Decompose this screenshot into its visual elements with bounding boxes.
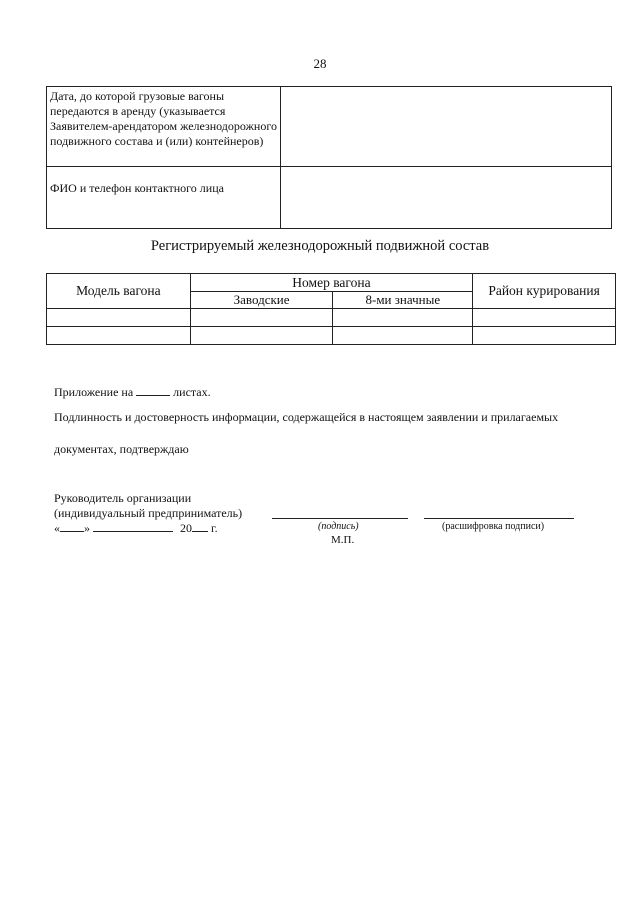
- month-blank: [93, 521, 173, 532]
- table-row: [47, 309, 616, 327]
- table-cell: [190, 309, 333, 327]
- table-cell: [47, 327, 191, 345]
- lease-date-label: Дата, до которой грузовые вагоны передаются в аренду (указывается Заявителем-арендатором железнодорожного подвижного состава и (или) контейнеров): [47, 87, 281, 167]
- signature-line: [272, 507, 408, 519]
- date-quote-close: »: [84, 521, 90, 535]
- confirmation-line-2: документах, подтверждаю: [54, 442, 189, 456]
- year-suffix: г.: [211, 521, 218, 535]
- contact-person-value: [281, 167, 612, 229]
- section-title: Регистрируемый железнодорожный подвижной состав: [150, 238, 490, 254]
- decode-caption: (расшифровка подписи): [442, 521, 545, 532]
- confirmation-line-1: Подлинность и достоверность информации, содержащейся в настоящем заявлении и прилагаемых: [54, 410, 559, 424]
- year-prefix: 20: [180, 521, 192, 535]
- table-cell: [333, 309, 473, 327]
- col-number-header: Номер вагона: [190, 274, 472, 292]
- day-blank: [60, 521, 84, 532]
- decode-line: [424, 507, 574, 519]
- attachment-suffix: листах.: [173, 385, 211, 399]
- head-title-line-2: (индивидуальный предприниматель): [54, 506, 243, 520]
- attachment-prefix: Приложение на: [54, 385, 134, 399]
- table-cell: [47, 309, 191, 327]
- attachment-blank: [136, 384, 170, 396]
- table-row: [47, 167, 612, 229]
- stamp-label: М.П.: [331, 534, 355, 546]
- table-row: [47, 327, 616, 345]
- year-blank: [192, 521, 208, 532]
- head-title-line-1: Руководитель организации: [54, 491, 192, 505]
- attachment-line: [54, 384, 211, 400]
- lease-date-value: [281, 87, 612, 167]
- table-cell: [473, 327, 616, 345]
- col-region-header: Район курирования: [473, 274, 616, 309]
- info-table: [46, 86, 612, 229]
- table-row: [47, 87, 612, 167]
- sub-eight-digit-header: 8-ми значные: [333, 292, 473, 309]
- sub-factory-header: Заводские: [190, 292, 333, 309]
- signature-caption: (подпись): [318, 521, 359, 532]
- table-cell: [190, 327, 333, 345]
- table-cell: [473, 309, 616, 327]
- date-quote-open: «: [54, 521, 60, 535]
- page-number: 28: [313, 56, 327, 71]
- contact-person-label: ФИО и телефон контактного лица: [47, 167, 281, 229]
- table-header-row: [47, 274, 616, 292]
- date-line: [54, 521, 218, 536]
- wagon-table: [46, 273, 616, 345]
- table-cell: [333, 327, 473, 345]
- col-model-header: Модель вагона: [47, 274, 191, 309]
